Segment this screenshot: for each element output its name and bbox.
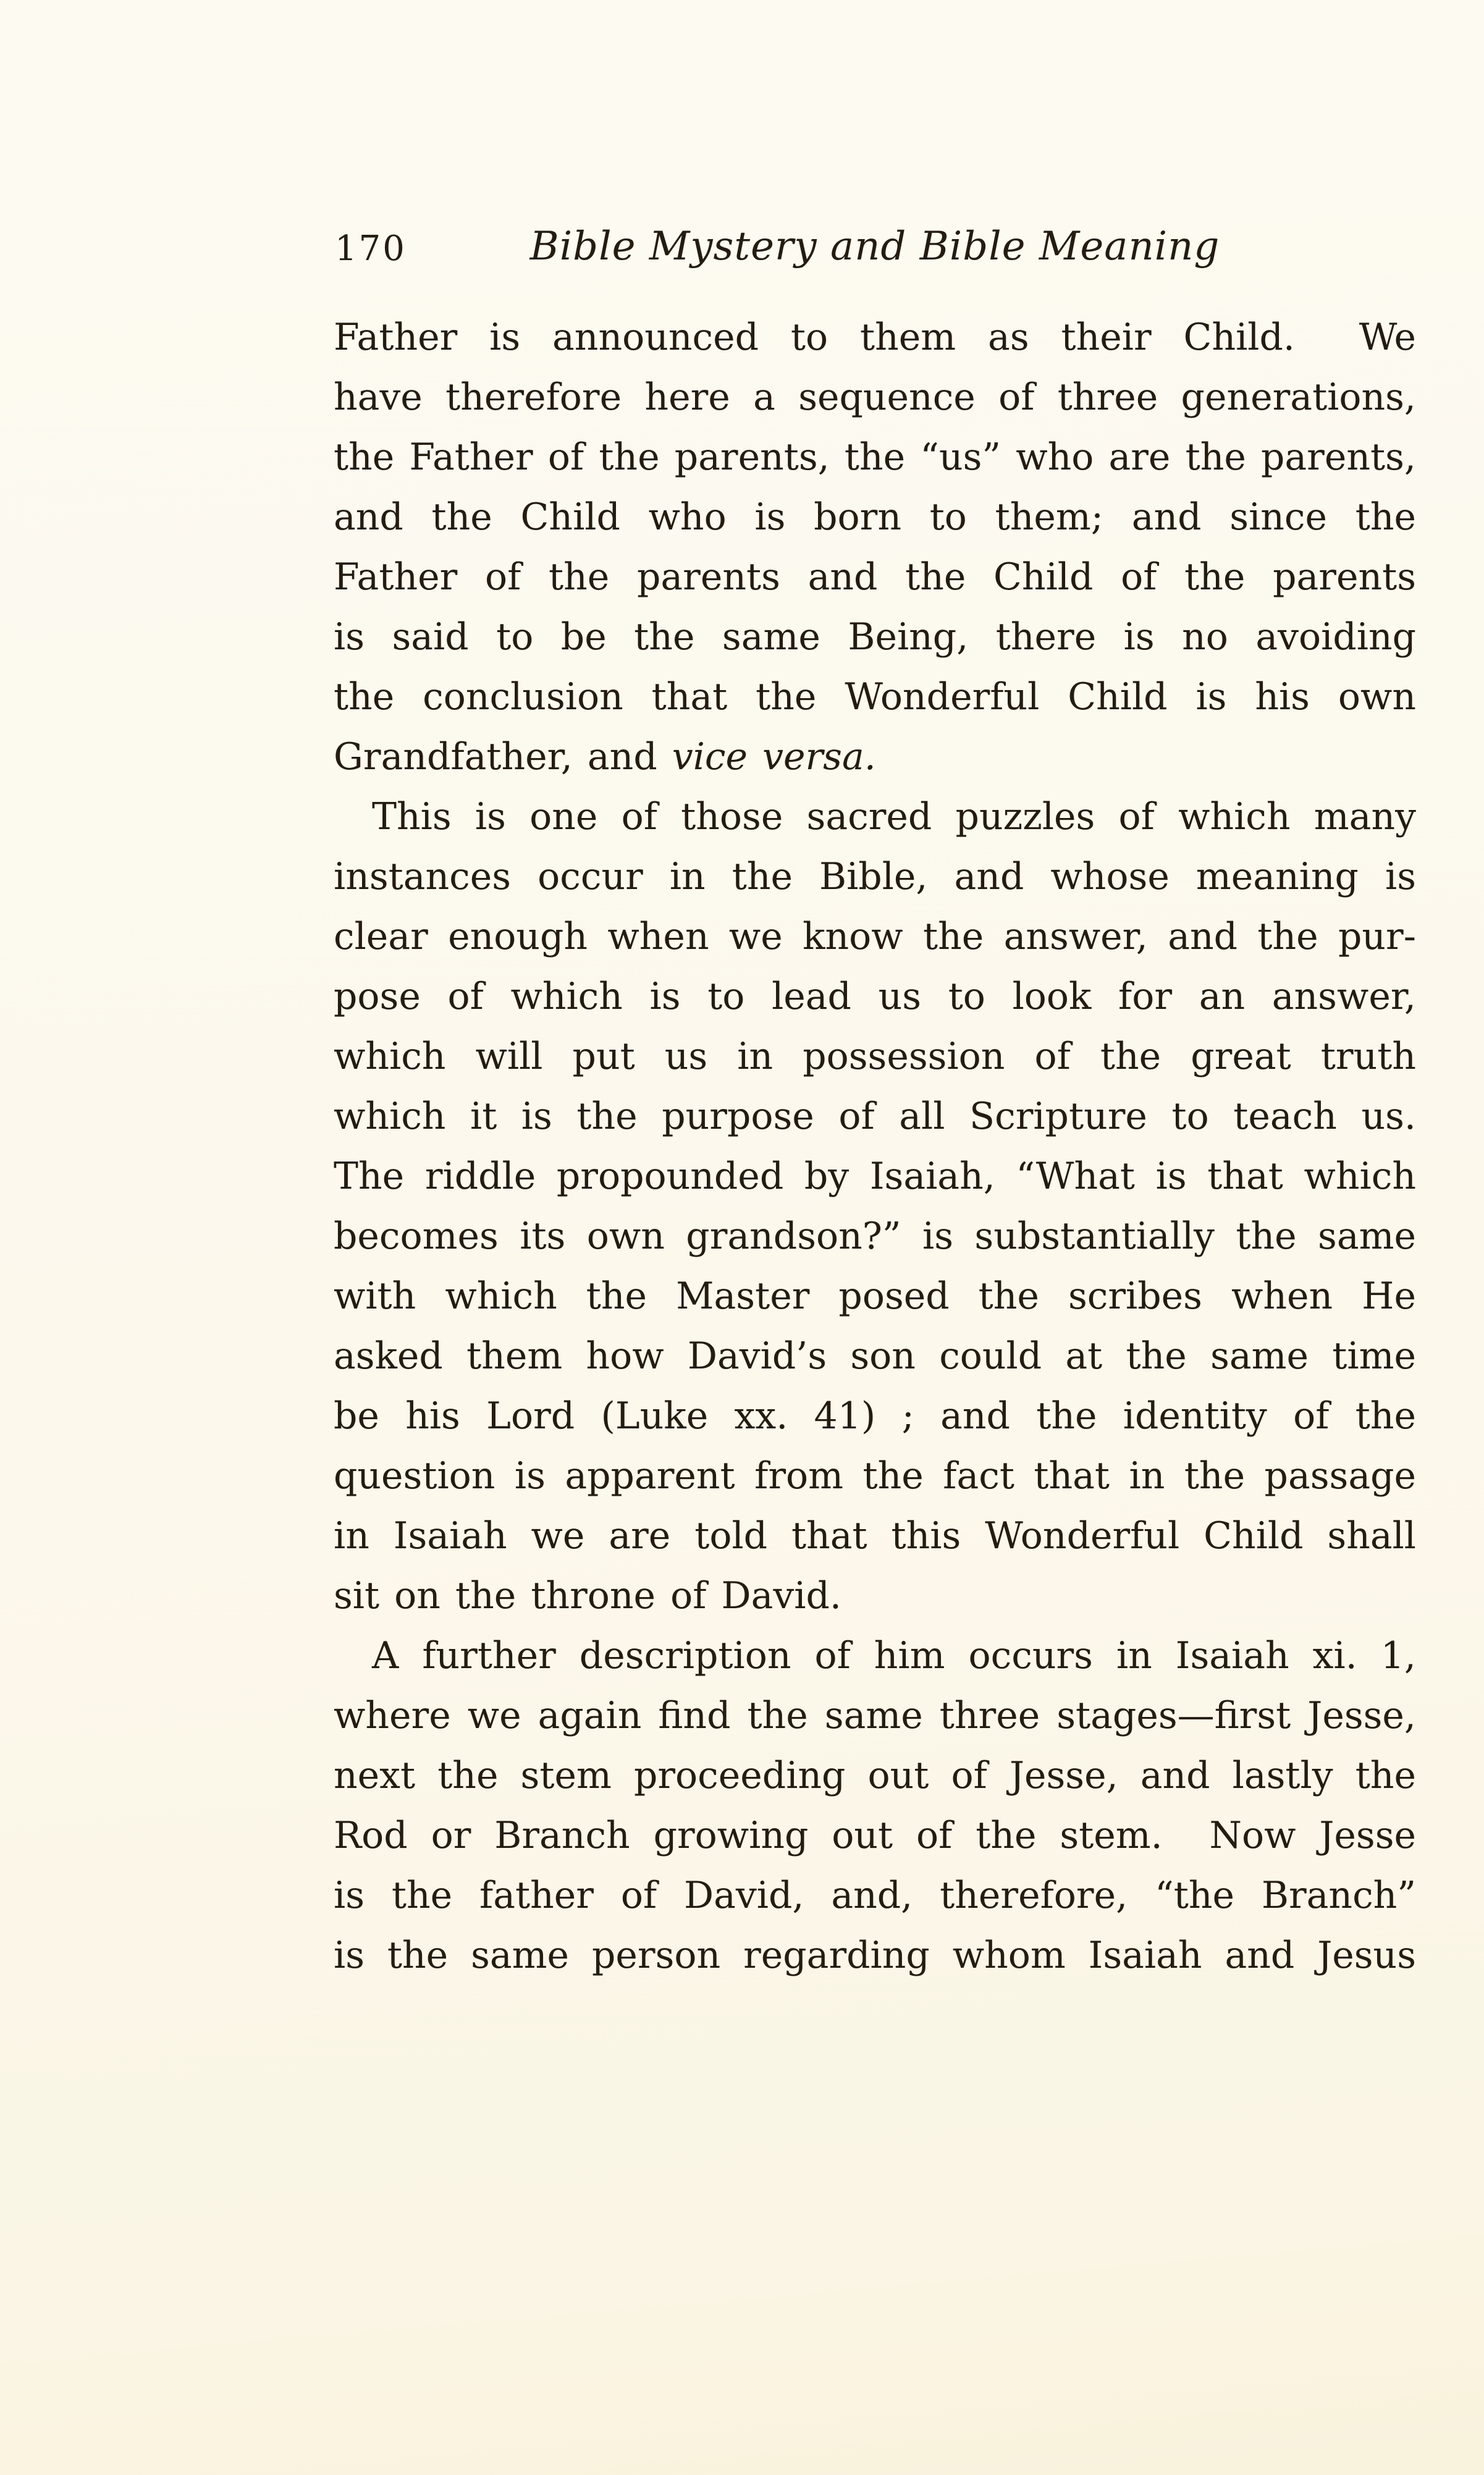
text-line xyxy=(334,1446,1416,1506)
italic-text: vice versa. xyxy=(672,735,876,778)
page-body xyxy=(334,308,1416,1986)
text-line xyxy=(334,1806,1416,1866)
text-segment: This is one of those sacred puzzles of which many xyxy=(372,795,1416,838)
text-line xyxy=(334,487,1416,547)
text-segment: Father is announced to them as their Child. We xyxy=(334,316,1416,359)
text-line xyxy=(334,308,1416,368)
paragraph xyxy=(334,787,1416,1626)
page-number: 170 xyxy=(335,229,407,269)
text-segment: sit on the throne of David. xyxy=(334,1574,841,1617)
text-line xyxy=(334,1147,1416,1207)
text-segment: is the father of David, and, therefore, “the Branch” xyxy=(334,1874,1416,1917)
text-segment: in Isaiah we are told that this Wonderful Child shall xyxy=(334,1514,1416,1558)
text-line xyxy=(334,428,1416,487)
text-line xyxy=(334,1326,1416,1386)
text-line xyxy=(334,1566,1416,1626)
text-line xyxy=(334,667,1416,727)
text-line xyxy=(334,1027,1416,1087)
text-line xyxy=(334,1207,1416,1267)
text-line xyxy=(334,607,1416,667)
text-line xyxy=(334,1926,1416,1986)
text-segment: where we again find the same three stages—first Jesse, xyxy=(334,1694,1416,1737)
text-line xyxy=(334,1746,1416,1806)
text-line xyxy=(334,967,1416,1027)
text-segment: pose of which is to lead us to look for an answer, xyxy=(334,975,1416,1018)
text-segment: is said to be the same Being, there is no avoiding xyxy=(334,615,1416,659)
text-segment: next the stem proceeding out of Jesse, and lastly the xyxy=(334,1754,1416,1797)
paragraph xyxy=(334,308,1416,787)
paragraph xyxy=(334,1626,1416,1986)
text-line xyxy=(334,907,1416,967)
text-segment: becomes its own grandson?” is substantially the same xyxy=(334,1215,1416,1258)
text-line xyxy=(334,727,1416,787)
text-line xyxy=(334,368,1416,428)
text-segment: instances occur in the Bible, and whose meaning is xyxy=(334,855,1416,898)
text-segment: which it is the purpose of all Scripture to teach us. xyxy=(334,1095,1416,1138)
text-segment: which will put us in possession of the great truth xyxy=(334,1035,1416,1078)
text-line xyxy=(334,1267,1416,1326)
text-segment: the conclusion that the Wonderful Child is his own xyxy=(334,675,1416,719)
text-segment: The riddle propounded by Isaiah, “What is that which xyxy=(334,1155,1416,1198)
text-line xyxy=(334,1686,1416,1746)
text-line xyxy=(334,1626,1416,1686)
text-segment: with which the Master posed the scribes when He xyxy=(334,1275,1416,1318)
running-header xyxy=(334,224,1416,273)
text-segment: be his Lord (Luke xx. 41) ; and the identity of the xyxy=(334,1394,1416,1438)
text-segment: is the same person regarding whom Isaiah and Jesus xyxy=(334,1934,1416,1977)
text-segment: Rod or Branch growing out of the stem. Now Jesse xyxy=(334,1814,1416,1857)
running-header-title: Bible Mystery and Bible Meaning xyxy=(529,224,1220,269)
text-line xyxy=(334,547,1416,607)
text-segment: Father of the parents and the Child of the parents xyxy=(334,555,1416,599)
text-segment: A further description of him occurs in Isaiah xi. 1, xyxy=(372,1634,1416,1677)
text-segment: question is apparent from the fact that in the passage xyxy=(334,1454,1416,1498)
text-segment: asked them how David’s son could at the same time xyxy=(334,1334,1416,1378)
text-segment: clear enough when we know the answer, and the pur- xyxy=(334,915,1416,958)
text-segment: and the Child who is born to them; and since the xyxy=(334,495,1416,539)
text-line xyxy=(334,847,1416,907)
text-segment: Grandfather, and xyxy=(334,735,672,778)
text-line xyxy=(334,1087,1416,1147)
text-line xyxy=(334,787,1416,847)
text-line xyxy=(334,1506,1416,1566)
text-line xyxy=(334,1866,1416,1926)
text-line xyxy=(334,1386,1416,1446)
text-segment: the Father of the parents, the “us” who are the parents, xyxy=(334,436,1416,479)
text-segment: have therefore here a sequence of three generations, xyxy=(334,376,1416,419)
